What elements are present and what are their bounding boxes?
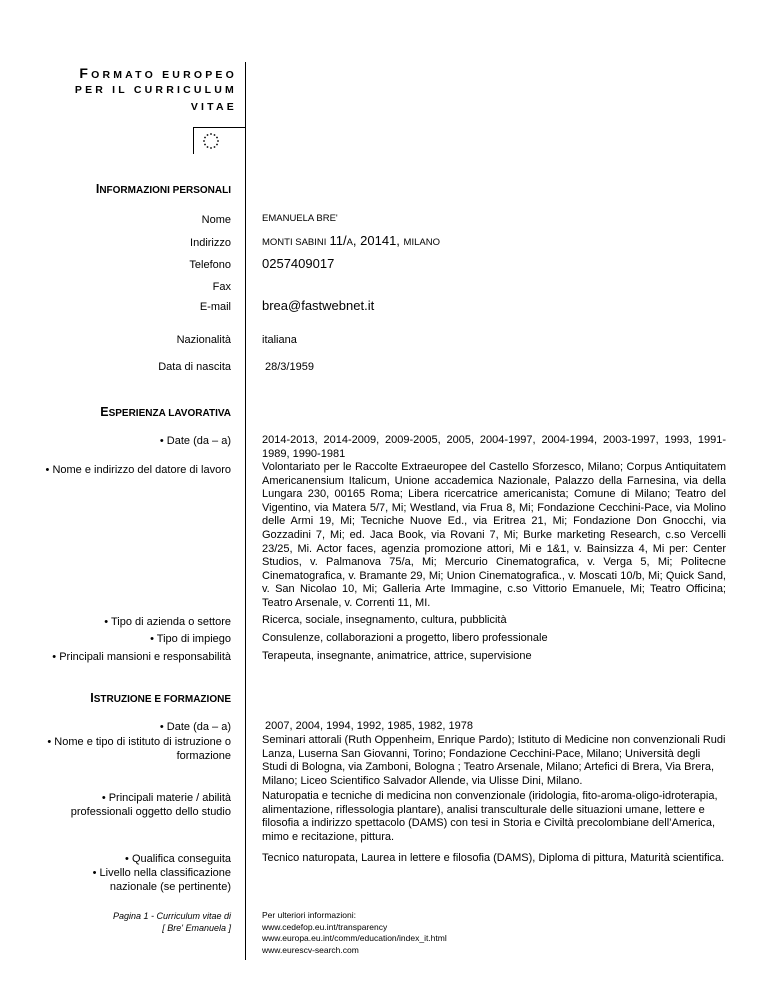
value-subjects: Naturopatia e tecniche di medicina non convenzionale (iridologia, fito-aroma-oligo-idroterapia, alimentazione, riflessologia plantare), analisi transculturale delle situazioni umane, lettere e filosofia a indirizzo spettacolo (DAMS) con tesi in Storia e Civiltà precolombiane dell’America, mimo e recitazione, pittura. [262,790,718,843]
value-edu-date: 2007, 2004, 1994, 1992, 1985, 1982, 1978 [265,720,473,732]
value-nome: EMANUELA BRE' [262,213,338,224]
label-sector: • Tipo di azienda o settore [104,616,231,628]
footer-page-name: [ Bre' Emanuela ] [162,923,231,933]
label-nazionalita: Nazionalità [176,334,231,346]
value-sector: Ricerca, sociale, insegnamento, cultura, pubblicità [262,614,507,626]
header-line-3: VITAE [190,101,237,113]
label-indirizzo: Indirizzo [190,237,231,249]
footer-links [262,910,447,956]
section-education: ISTRUZIONE E FORMAZIONE [90,691,231,705]
label-employer: • Nome e indirizzo del datore di lavoro [45,464,231,476]
label-institute: • Nome e tipo di istituto di istruzione o formazione [47,736,231,762]
label-duties: • Principali mansioni e responsabilità [52,651,231,663]
value-data-nascita: 28/3/1959 [265,361,314,373]
value-telefono: 0257409017 [262,256,335,271]
value-email[interactable]: brea@fastwebnet.it [262,298,375,313]
label-nome: Nome [201,214,231,226]
header-line-1: FORMATO EUROPEO [79,65,237,81]
label-email: E-mail [199,301,231,313]
label-subjects: • Principali materie / abilità professionali oggetto dello studio [70,792,231,818]
value-employment-type: Consulenze, collaborazioni a progetto, libero professionale [262,632,548,644]
footer-link-cedefop[interactable]: www.cedefop.eu.int/transparency [262,921,388,932]
value-qualification: Tecnico naturopata, Laurea in lettere e filosofia (DAMS), Diploma di pittura, Maturità scientifica. [262,852,725,864]
label-edu-date: • Date (da – a) [159,721,231,733]
value-employer: Volontariato per le Raccolte Extraeuropee del Castello Sforzesco, Milano; Corpus Antiquitatem Americanensium Italicum, Unione accademica Nazionale, Palazzo della Farnesina, via della Lungara 230, 00165 Roma; Libera ricercatrice americanista; Comune di Milano; Teatro del Vigentino, via Matera 5/7, Mi; Westland, via Frua 8, Mi; Fondazione Cecchini-Pace, via Molino delle Armi 19, Mi; Tecniche Nuove Ed., via Eritrea 21, Mi; Fondazione Don Gnocchi, via Gozzadini 7, Mi; ed. Jaca Book, via Rovani 7, Mi; Burke marketing Research, c.so Vercelli 23/25, Mi. Actor faces, agenzia promozione attori, Mi e 1&1, v. Bainsizza 4, Mi per: Center Studios, v. Palmanova 75/a, Mi; Mercurio Cinematografica, v. Verga 5, Mi; Politecne Cinematografica, v. Bramante 29, Mi; Union Cinematografica., v. Moscati 10/b, Mi; Quick Sand, v. San Nicolao 10, Mi; Galleria Arte Immagine, c.so Vittorio Emanuele, Mi; Teatro Officina; Teatro Arsenale, v. Correnti 11, MI. [262,461,726,609]
value-institute: Seminari attorali (Ruth Oppenheim, Enrique Pardo); Istituto di Medicine non convenzionali Rudi Lanza, Luserna San Giovanni, Torino; Fondazione Cecchini-Pace, Milano; Università degli Studi di Bologna, via Zamboni, Bologna ; Teatro Arsenale, Milano; Artefici di Brera, Via Brera, Milano; Liceo Scientifico Salvador Allende, via Ulisse Dini, Milano. [262,734,726,787]
vertical-divider [245,62,246,960]
label-level: • Livello nella classificazione nazionale (se pertinente) [92,867,231,893]
value-duties: Terapeuta, insegnante, animatrice, attrice, supervisione [262,650,532,662]
header-line-2: PER IL CURRICULUM [74,84,237,96]
footer-page-label: Pagina 1 - Curriculum vitae di [112,911,231,921]
value-work-date: 2014-2013, 2014-2009, 2009-2005, 2005, 2004-1997, 2004-1994, 2003-1997, 1993, 1991-1989, 1990-1981 [262,434,726,460]
footer-info-title: Per ulteriori informazioni: [262,910,357,920]
label-fax: Fax [212,281,231,293]
section-work-experience: ESPERIENZA LAVORATIVA [100,405,231,419]
eu-flag-icon [193,128,229,154]
label-qualification: • Qualifica conseguita [125,853,231,865]
footer-link-eurescv[interactable]: www.eurescv-search.com [262,944,359,955]
label-data-nascita: Data di nascita [158,361,231,373]
footer-page-info [113,910,231,934]
value-indirizzo: MONTI SABINI 11/A, 20141, MILANO [262,233,440,248]
section-personal-info: INFORMAZIONI PERSONALI [95,182,231,196]
label-work-date: • Date (da – a) [159,435,231,447]
footer-link-europa[interactable]: www.europa.eu.int/comm/education/index_it.html [262,933,447,943]
value-nazionalita: italiana [262,334,297,346]
label-telefono: Telefono [189,259,231,271]
label-employment-type: • Tipo di impiego [150,633,231,645]
